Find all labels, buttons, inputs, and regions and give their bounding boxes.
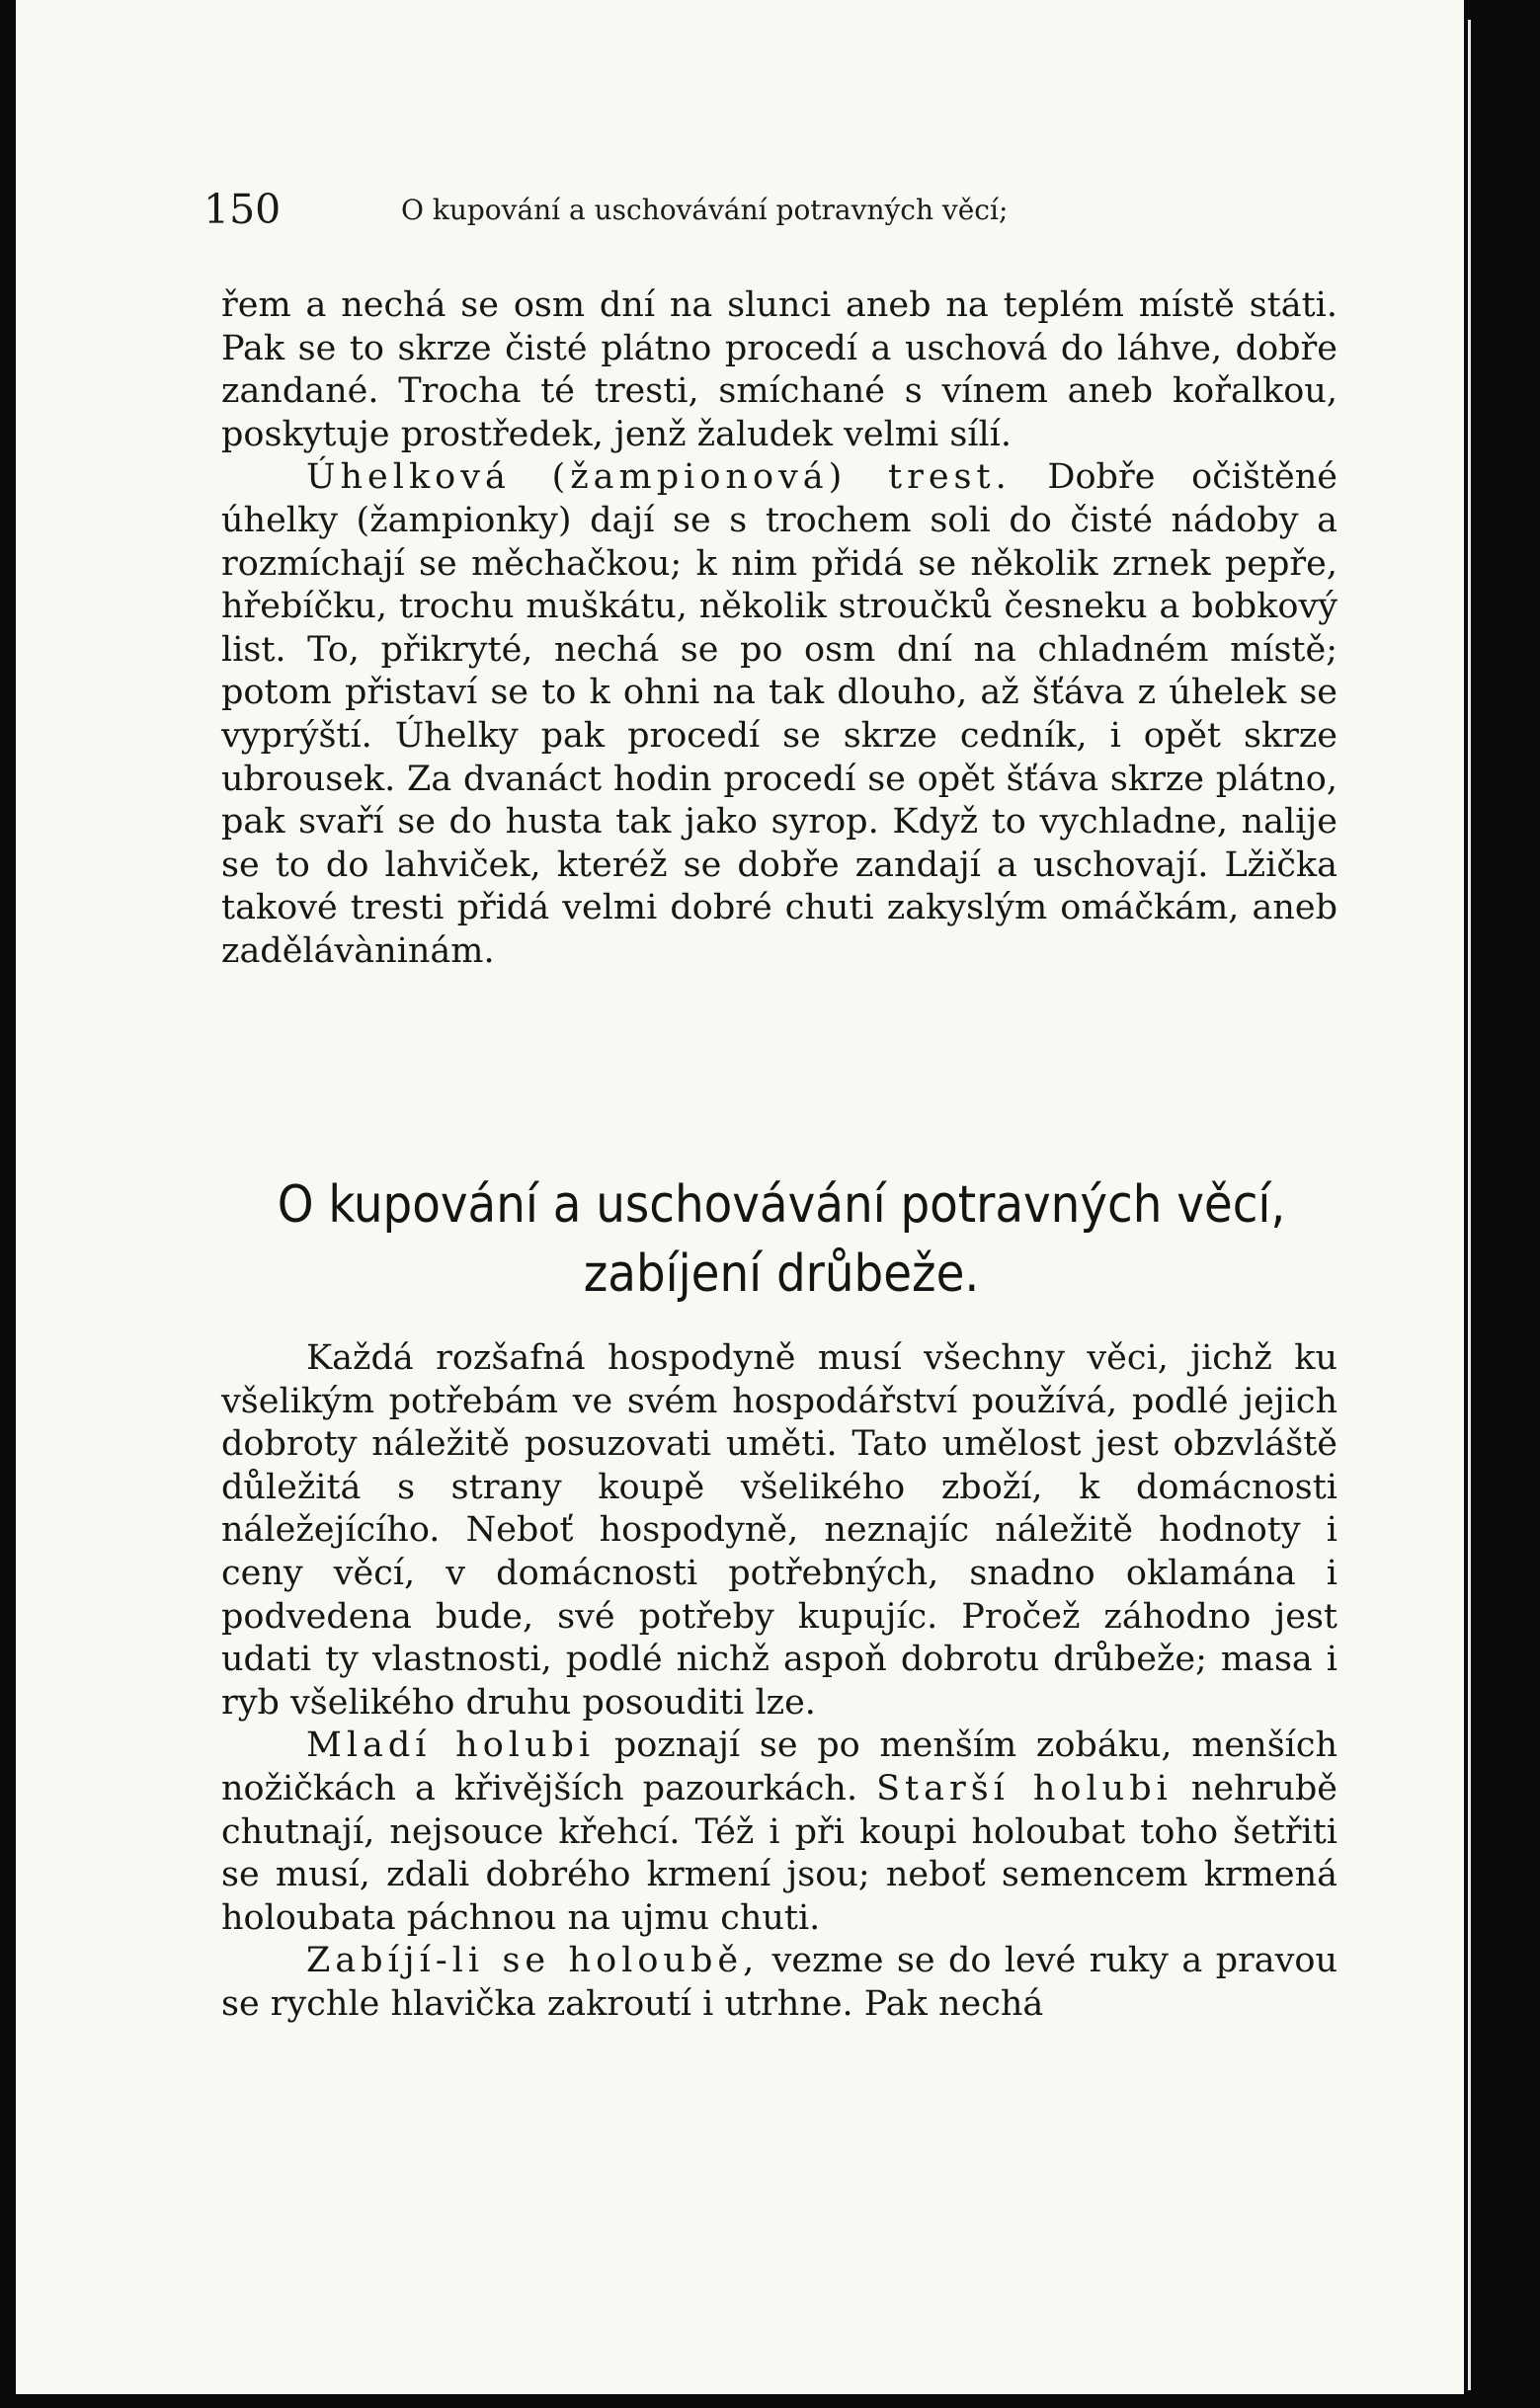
page-edge-shadow xyxy=(1468,20,1471,2390)
top-text-block xyxy=(221,284,1337,974)
paragraph-mushroom-extract xyxy=(221,456,1337,973)
term-killing-pigeon: Zabíjí-li se holoubě, xyxy=(306,1941,760,1981)
page-number: 150 xyxy=(203,186,282,233)
paragraph-text: nehrubě chutnají, nejsouce křehcí. Též i při koupi holoubat toho šetřiti se musí, zdali dobrého krmení jsou; neboť semencem krmená holoubata páchnou na ujmu chuti. xyxy=(221,1768,1338,1938)
term-mushroom-extract: Úhelková (žampionová) trest. xyxy=(306,457,1012,498)
paragraph-text: Dobře očištěné úhelky (žampionky) dají se s trochem soli do čisté nádoby a rozmíchají se měchačkou; k nim přidá se několik zrnek pepře, hřebíčku, trochu muškátu, několik stroučků česneku a bobkový list. To, přikryté, nechá se po osm dní na chladném místě; potom přistaví se to k ohni na tak dlouho, až šťáva z úhelek se vyprýští. Úhelky pak procedí se skrze cedník, i opět skrze ubrousek. Za dvanáct hodin procedí se opět šťáva skrze plátno, pak svaří se do husta tak jako syrop. Když to vychladne, nalije se to do lahviček, kteréž se dobře zandají a uschovají. Lžička takové tresti přidá velmi dobré chuti zakyslým omáčkám, aneb zadělávàninám. xyxy=(221,457,1337,971)
term-young-pigeons: Mladí holubi xyxy=(306,1726,596,1766)
body-text-block xyxy=(221,1337,1337,2027)
paragraph-pigeons xyxy=(221,1725,1337,1940)
paragraph-intro: Každá rozšafná hospodyně musí všechny věci, jichž ku všelikým potřebám ve svém hospodářství používá, podlé jejich dobroty náležitě posuzovati uměti. Tato umělost jest obzvláště důležitá s strany koupě všelikého zboží, k domácnosti náležejícího. Neboť hospodyně, neznajíc náležitě hodnoty i ceny věcí, v domácnosti potřebných, snadno oklamána i podvedena bude, své potřeby kupujíc. Pročež záhodno jest udati ty vlastnosti, podlé nichž aspoň dobrotu drůbeže; masa i ryb všelikého druhu posouditi lze. xyxy=(221,1338,1337,1723)
paragraph-continued: řem a nechá se osm dní na slunci aneb na teplém místě státi. Pak se to skrze čisté plátno procedí a uschová do láhve, dobře zandané. Trocha té tresti, smíchané s vínem aneb kořalkou, poskytuje prostředek, jenž žaludek velmi sílí. xyxy=(221,285,1337,454)
section-title xyxy=(203,1170,1359,1309)
section-title-line-1: O kupování a uschovávání potravných věcí, xyxy=(277,1175,1286,1235)
section-title-line-2: zabíjení drůbeže. xyxy=(583,1244,980,1304)
paragraph-text: vezme se do levé ruky a pravou se rychle hlavička zakroutí i utrhne. Pak nechá xyxy=(221,1941,1337,2024)
paragraph-text: poznají se po menším zobáku, menších nožičkách a křivějších pazourkách. xyxy=(221,1726,1337,1808)
paragraph-killing-pigeon xyxy=(221,1940,1337,2026)
running-title: O kupování a uschovávání potravných věcí; xyxy=(401,194,1009,226)
term-older-pigeons: Starší holubi xyxy=(876,1768,1173,1808)
page-header xyxy=(203,186,1359,245)
book-page xyxy=(16,0,1464,2394)
